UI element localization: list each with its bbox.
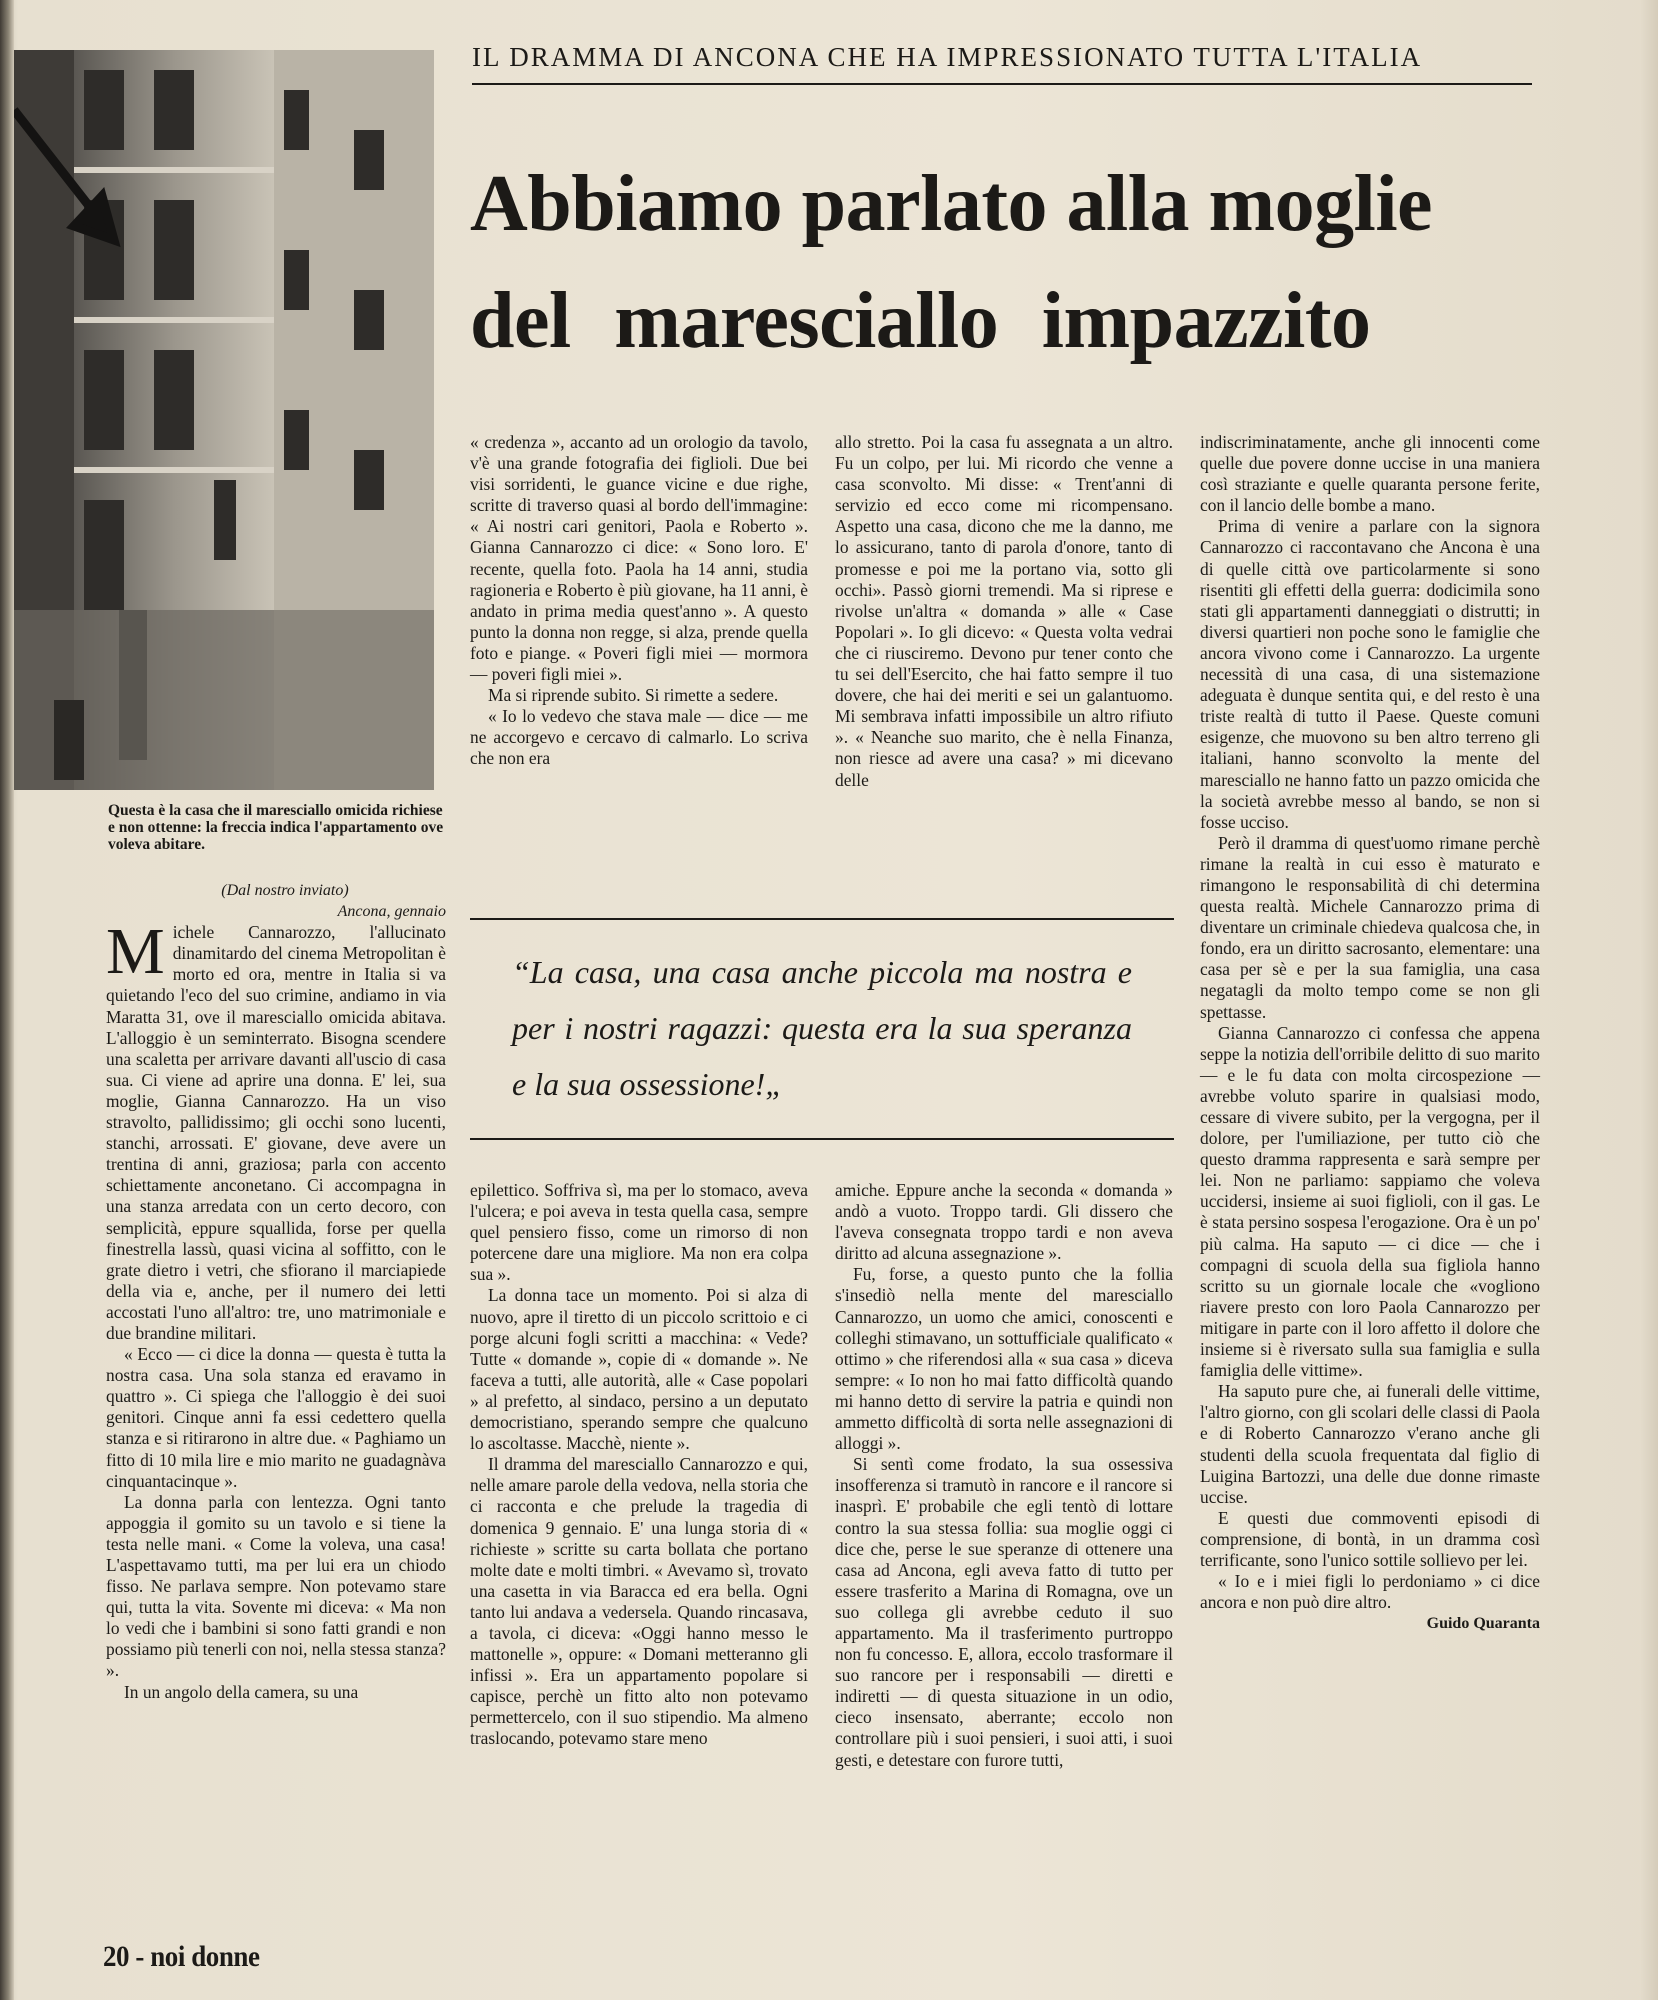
paragraph: allo stretto. Poi la casa fu assegnata a un altro. Fu un colpo, per lui. Mi ricordo che venne a casa sconvolto. Mi disse: « Trent'anni di servizio ed ecco come mi ricompensano. Aspetto una casa, dicono che me la danno, me lo assicurano, tanto di parola d'onore, tanto di promesse e poi me la portano via, sotto gli occhi». Passò giorni tremendi. Ma si riprese e rivolse un'altra « domanda » alle « Case Popolari ». Io gli dicevo: « Questa volta vedrai che ci riusciremo. Devono pur tener conto che tu sei dell'Esercito, che hai fatto sempre il tuo dovere, che hai dei meriti e sei un galantuomo. Mi sembrava infatti impossibile un altro rifiuto ». « Neanche suo marito, che è nella Finanza, non riesce ad avere una casa? » mi dicevano delle <box>835 432 1173 790</box>
drop-cap: M <box>106 915 165 989</box>
paragraph: La donna tace un momento. Poi si alza di nuovo, apre il tiretto di un piccolo scrittoio e ci porge alcuni fogli scritti a macchina: « Vede? Tutte « domande », copie di « domande ». Ne faceva a tutti, alle autorità, alle « Case popolari » al prefetto, al sindaco, persino a un deputato democristiano, sperando sempre che qualcuno lo ascoltasse. Macchè, niente ». <box>470 1285 808 1454</box>
page-binding-edge <box>0 0 14 2000</box>
building-illustration <box>14 50 434 790</box>
page-right-edge <box>1640 0 1658 2000</box>
article-column-4 <box>1200 432 1540 1634</box>
paragraph: epilettico. Soffriva sì, ma per lo stomaco, aveva l'ulcera; e poi aveva in testa quella casa, sempre quel pensiero fisso, come un rimorso di non potercene dare una migliore. Ma non era colpa sua ». <box>470 1180 808 1285</box>
paragraph: « Io lo vedevo che stava male — dice — me ne accorgevo e cercavo di calmarlo. Lo scriva che non era <box>470 706 808 769</box>
paragraph: Fu, forse, a questo punto che la follia s'insediò nella mente del maresciallo Cannarozzo, un uomo che amici, conoscenti e colleghi stimavano, un sottufficiale qualificato « ottimo » che riferendosi alla « sua casa » diceva sempre: « Io non ho mai fatto difficoltà quando mi hanno detto di servire la patria e quindi non ammetto difficoltà di sorta nelle assegnazioni di alloggi ». <box>835 1264 1173 1454</box>
headline-line-1: Abbiamo parlato alla moglie <box>470 160 1433 248</box>
paragraph: In un angolo della camera, su una <box>124 1681 359 1702</box>
paragraph: Ha saputo pure che, ai funerali delle vittime, l'altro giorno, con gli scolari delle classi di Paola e di Roberto Cannarozzo v'erano anche gli studenti della scuola frequentata dal figlio di Luigina Bartozzi, una delle due donne rimaste uccise. <box>1200 1381 1540 1507</box>
building-photo <box>14 50 434 790</box>
paragraph: Prima di venire a parlare con la signora Cannarozzo ci raccontavano che Ancona è una di quelle città ove particolarmente si sono risentiti gli effetti della guerra: dodicimila sono stati gli appartamenti danneggiati o distrutti; in diversi quartieri non poche sono le famiglie che ancora vivono come i Cannarozzo. La urgente necessità di una casa, di una sistemazione adeguata è dunque sentita qui, e del resto è una triste realtà di tutto il Paese. Queste comuni esigenze, che muovono su ben altro terreno gli italiani, hanno sconvolto la mente del maresciallo ne hanno fatto un pazzo omicida che la società avrebbe messo al bando, se non si fosse ucciso. <box>1200 516 1540 832</box>
lead-paragraph <box>106 915 446 1344</box>
photo-caption: Questa è la casa che il maresciallo omicida richiese e non ottenne: la freccia indica l'appartamento ove voleva abitare. <box>108 802 444 853</box>
paragraph: « Io e i miei figli lo perdoniamo » ci dice ancora e non può dire altro. <box>1200 1571 1540 1613</box>
article-column-2-bottom <box>470 1180 808 1750</box>
paragraph: E questi due commoventi episodi di comprensione, di bontà, in un dramma così terrificante, sono l'unico sottile sollievo per lei. <box>1200 1507 1540 1570</box>
article-column-3-top <box>835 432 1173 791</box>
pull-quote-box <box>470 918 1174 1140</box>
paragraph: La donna parla con lentezza. Ogni tanto appoggia il gomito su un tavolo e si tiene la testa nelle mani. « Come la voleva, una casa! L'aspettavamo tutti, ma per lui era un chiodo fisso. Ne parlava sempre. Non potevamo stare qui, tutta la vita. Sovente mi diceva: « Ma non lo vedi che i bambini si sono fatti grandi e non possiamo più tenerli con noi, nella stessa stanza? ». <box>106 1491 446 1681</box>
paragraph: Il dramma del maresciallo Cannarozzo e qui, nelle amare parole della vedova, nella storia che ci racconta e che prelude la tragedia di domenica 9 gennaio. E' una lunga storia di « richieste » scritte su carta bollata che portano molte date e molti timbri. « Avevamo sì, trovato una casetta in via Baracca ed era bella. Ogni tanto lui andava a vedersela. Quando rincasava, a tavola, ci diceva: «Oggi hanno messo le mattonelle », oppure: « Domani metteranno gli infissi ». Era un appartamento popolare si capisce, perchè un fitto alto non potevamo permettercelo, con il suo stipendio. Ma almeno traslocando, potevamo stare meno <box>470 1454 808 1749</box>
paragraph: indiscriminatamente, anche gli innocenti come quelle due povere donne uccise in una maniera così straziante e quelle quaranta persone ferite, con il lancio delle bombe a mano. <box>1200 432 1540 516</box>
paragraph: amiche. Eppure anche la seconda « domanda » andò a vuoto. Troppo tardi. Gli dissero che l'aveva consegnata troppo tardi e non aveva diritto ad alcuna assegnazione ». <box>835 1180 1173 1264</box>
pull-quote: “La casa, una casa anche piccola ma nostra e per i nostri ragazzi: questa era la sua speranza e la sua ossessione!„ <box>512 954 1132 1102</box>
byline: (Dal nostro inviato) <box>221 882 349 899</box>
dateline: Ancona, gennaio <box>337 903 446 921</box>
page-footer: 20 - noi donne <box>103 1940 260 1973</box>
paragraph: Ma si riprende subito. Si rimette a sedere. <box>488 685 779 706</box>
paragraph: « credenza », accanto ad un orologio da tavolo, v'è una grande fotografia dei figlioli. Due bei visi sorridenti, le guance vicine e due righe, scritte di traverso quasi al bordo dell'immagine: « Ai nostri cari genitori, Paola e Roberto ». Gianna Cannarozzo ci dice: « Sono loro. E' recente, quella foto. Paola ha 14 anni, studia ragioneria e Roberto è più giovane, ha 11 anni, è andato in prima media quest'anno ». A questo punto la donna non regge, si alza, prende quella foto e piange. « Poveri figli miei — mormora — poveri figli miei ». <box>470 432 808 685</box>
article-column-2-top <box>470 432 808 770</box>
paragraph: « Ecco — ci dice la donna — questa è tutta la nostra casa. Una sola stanza ed eravamo in quattro ». Ci spiega che l'alloggio è dei suoi genitori. Cinque anni fa essi cedettero quella stanza e si ritirarono in altre due. « Paghiamo un fitto di 10 mila lire e mio marito ne guadagnàva cinquantacinque ». <box>106 1344 446 1491</box>
paragraph: Però il dramma di quest'uomo rimane perchè rimane la realtà in cui esso è maturato e rimangono le responsabilità di chi determina questa realtà. Michele Cannarozzo prima di diventare un criminale chiedeva qualcosa che, in fondo, era un diritto sacrosanto, elementare: una casa per sè e per la sua famiglia, una casa negatagli da molto tempo come se non gli spettasse. <box>1200 832 1540 1022</box>
paragraph: Gianna Cannarozzo ci confessa che appena seppe la notizia dell'orribile delitto di suo marito — e le fu data con molta circospezione — avrebbe voluto sparire in qualsiasi modo, cessare di vivere subito, per la vergogna, per il dolore, per l'umiliazione, per tutto ciò che questo dramma rappresenta e sarà sempre per lei. Non ne parliamo: sappiamo che voleva uccidersi, insieme ai suoi figlioli, con il gas. Le è stata persino sospesa l'erogazione. Ora è un po' più calma. Ha saputo — ci dice — che i compagni di scuola della sua figliola hanno scritto su un giornale locale che «vogliono riavere presto con loro Paola Cannarozzo per mitigare in parte con il loro affetto il dolore che insieme si è riversato sulla sua famiglia e sulla famiglia delle vittime». <box>1200 1022 1540 1381</box>
article-column-1 <box>106 880 446 1703</box>
paragraph: Si sentì come frodato, la sua ossessiva insofferenza si tramutò in rancore e il rancore si inasprì. E' probabile che egli tentò di lottare contro la sua stessa follia: sua moglie oggi ci dice che, perse le sue speranze di ottenere una casa ad Ancona, egli aveva fatto di tutto per essere trasferito a Marina di Romagna, ove un suo collega gli avrebbe ceduto il suo appartamento. Ma il trasferimento purtroppo non fu concesso. E, allora, eccolo trasformare il suo rancore per i responsabili — diretti e indiretti — di questa situazione in un odio, cieco insensato, aberrante; eccolo non controllare più i suoi pensieri, i suoi atti, i suoi gesti, e detestare con furore tutti, <box>835 1454 1173 1770</box>
headline-line-2: del maresciallo impazzito <box>470 277 1371 365</box>
article-headline <box>470 146 1540 380</box>
article-column-3-bottom <box>835 1180 1173 1771</box>
article-kicker: IL DRAMMA DI ANCONA CHE HA IMPRESSIONATO TUTTA L'ITALIA <box>472 42 1532 85</box>
author-signature: Guido Quaranta <box>1426 1615 1540 1633</box>
lead-paragraph-text: ichele Cannarozzo, l'allucinato dinamitardo del cinema Metropolitan è morto ed ora, mentre in Italia si va quietando l'eco del suo crimine, andiamo in via Maratta 31, ove il maresciallo omicida abitava. L'alloggio è un seminterrato. Bisogna scendere una scaletta per arrivare davanti all'uscio di casa sua. Ci viene ad aprire una donna. E' lei, sua moglie, Gianna Cannarozzo. Ha un viso stravolto, pallidissimo; gli occhi sono lucenti, stanchi, arrossati. E' giovane, deve avere un trentina di anni, graziosa; parla con accento schiettamente anconetano. Ci accompagna in una stanza arredata con un certo decoro, con semplicità, eppure squallida, forse per quella finestrella lassù, quasi vicina al soffitto, con le grate dietro i vetri, che sfiorano il marciapiede della via e, anche, per il numero dei letti accostati l'uno all'altro: tre, uno matrimoniale e due brandine militari. <box>106 922 446 1343</box>
